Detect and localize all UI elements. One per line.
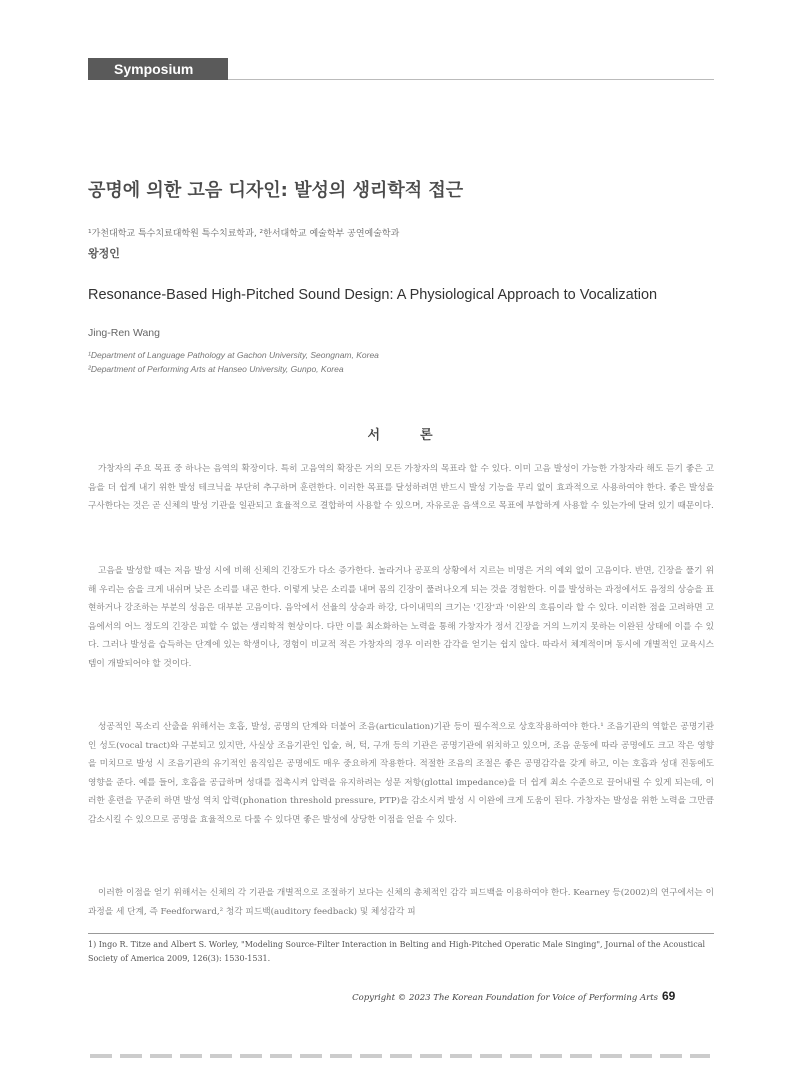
section-tab [88,58,228,80]
footnote: 1) Ingo R. Titze and Albert S. Worley, "Modeling Source-Filter Interaction in Belting and High-Pitched Operatic Male Singing", Journal of the Acoustical Society of America 2009, 126(3): 1530-1531. [88,940,706,963]
section-heading: 서론 [367,428,473,443]
body-paragraph-4: 이러한 이점을 얻기 위해서는 신체의 각 기관을 개별적으로 조절하기 보다는 신체의 총체적인 감각 피드백을 이용하여야 한다. Kearney 등(2002)의 연구에서는 이 과정을 세 단계, 즉 Feedforward,² 청각 피드백(auditory feedback) 및 체성감각 피 [88,888,714,917]
footnote-rule [88,933,714,934]
header-rule [228,79,714,80]
page-number: 69 [662,989,676,1003]
korean-author: 왕정인 [88,247,120,260]
english-author: Jing-Ren Wang [88,327,160,339]
english-affiliation-1: ¹Department of Language Pathology at Gachon University, Seongnam, Korea [88,350,379,360]
copyright-notice: Copyright © 2023 The Korean Foundation for Voice of Performing Arts [352,993,658,1003]
korean-affiliation: ¹가천대학교 특수치료대학원 특수치료학과, ²한서대학교 예술학부 공연예술학과 [88,229,400,239]
english-title: Resonance-Based High-Pitched Sound Design: A Physiological Approach to Vocalization [88,287,658,303]
section-label: Symposium [114,61,194,77]
body-paragraph-1: 가창자의 주요 목표 중 하나는 음역의 확장이다. 특히 고음역의 확장은 거의 모든 가창자의 목표라 할 수 있다. 이미 고음 발성이 가능한 가창자라 해도 듣기 좋은 고음을 더 쉽게 내기 위한 발성 테크닉을 부단히 추구하며 훈련한다. 이러한 목표를 달성하려면 반드시 발성 기능을 무리 없이 효과적으로 사용하여야 한다. 좋은 발성을 구사한다는 것은 곧 신체의 발성 기관을 일관되고 효율적으로 결합하여 사용할 수 있으며, 자유로운 음색으로 목표에 부합하게 사용할 수 있는가에 달려 있기 때문이다. [88,464,714,511]
body-paragraph-2: 고음을 발성할 때는 저음 발성 시에 비해 신체의 긴장도가 다소 증가한다. 놀라거나 공포의 상황에서 지르는 비명은 거의 예외 없이 고음이다. 반면, 긴장을 풀기 위해 우리는 숨을 크게 내쉬며 낮은 소리를 내곤 한다. 이렇게 낮은 소리를 내며 몸의 긴장이 풀려나오게 되는 것을 경험한다. 이를 발성하는 과정에서도 음정의 상승을 표현하거나 강조하는 부분의 성음은 대부분 고음이다. 음악에서 선율의 상승과 하강, 다이내믹의 크기는 '긴장'과 '이완'의 흐름이라 할 수 있다. 이러한 점을 고려하면 고음에서의 어느 정도의 긴장은 피할 수 없는 생리학적 현상이다. 다만 이를 최소화하는 노력을 통해 가창자가 정서 긴장을 거의 느끼지 못하는 이완된 상태에 이를 수 있다. 그러나 발성을 습득하는 단계에 있는 학생이나, 경험이 비교적 적은 가창자의 경우 이러한 감각을 얻기는 쉽지 않다. 따라서 체계적이며 동시에 개별적인 교육시스템이 개발되어야 할 것이다. [88,566,714,669]
next-page-bleed [90,1054,710,1058]
english-affiliation-2: ²Department of Performing Arts at Hanseo University, Gunpo, Korea [88,364,344,374]
korean-title: 공명에 의한 고음 디자인: 발성의 생리학적 접근 [88,180,464,201]
body-paragraph-3: 성공적인 목소리 산출을 위해서는 호흡, 발성, 공명의 단계와 더불어 조음(articulation)기관 등이 필수적으로 상호작용하여야 한다.¹ 조음기관의 역할은 공명기관인 성도(vocal tract)와 구분되고 있지만, 사실상 조음기관인 입술, 혀, 턱, 구개 등의 기관은 공명기관에 위치하고 있으며, 조음 운동에 따라 공명에도 크고 작은 영향을 미치므로 발성 시 조음기관의 유기적인 움직임은 공명에도 매우 중요하게 작용한다. 적절한 조음의 조절은 좋은 공명감각을 갖게 하고, 이는 호흡과 성대 진동에도 영향을 준다. 예를 들어, 호흡을 공급하며 성대를 접촉시켜 압력을 유지하려는 성문 저항(glottal impedance)을 더 쉽게 최소 수준으로 끌어내릴 수 있게 되는데, 이러한 훈련을 꾸준히 하면 발성 역치 압력(phonation threshold pressure, PTP)을 감소시켜 발성 시 이완에 크게 도움이 된다. 가창자는 발성을 위한 노력을 그만큼 감소시킬 수 있으므로 공명을 효율적으로 다룰 수 있다면 좋은 발성에 상당한 이점을 얻을 수 있다. [88,722,714,825]
